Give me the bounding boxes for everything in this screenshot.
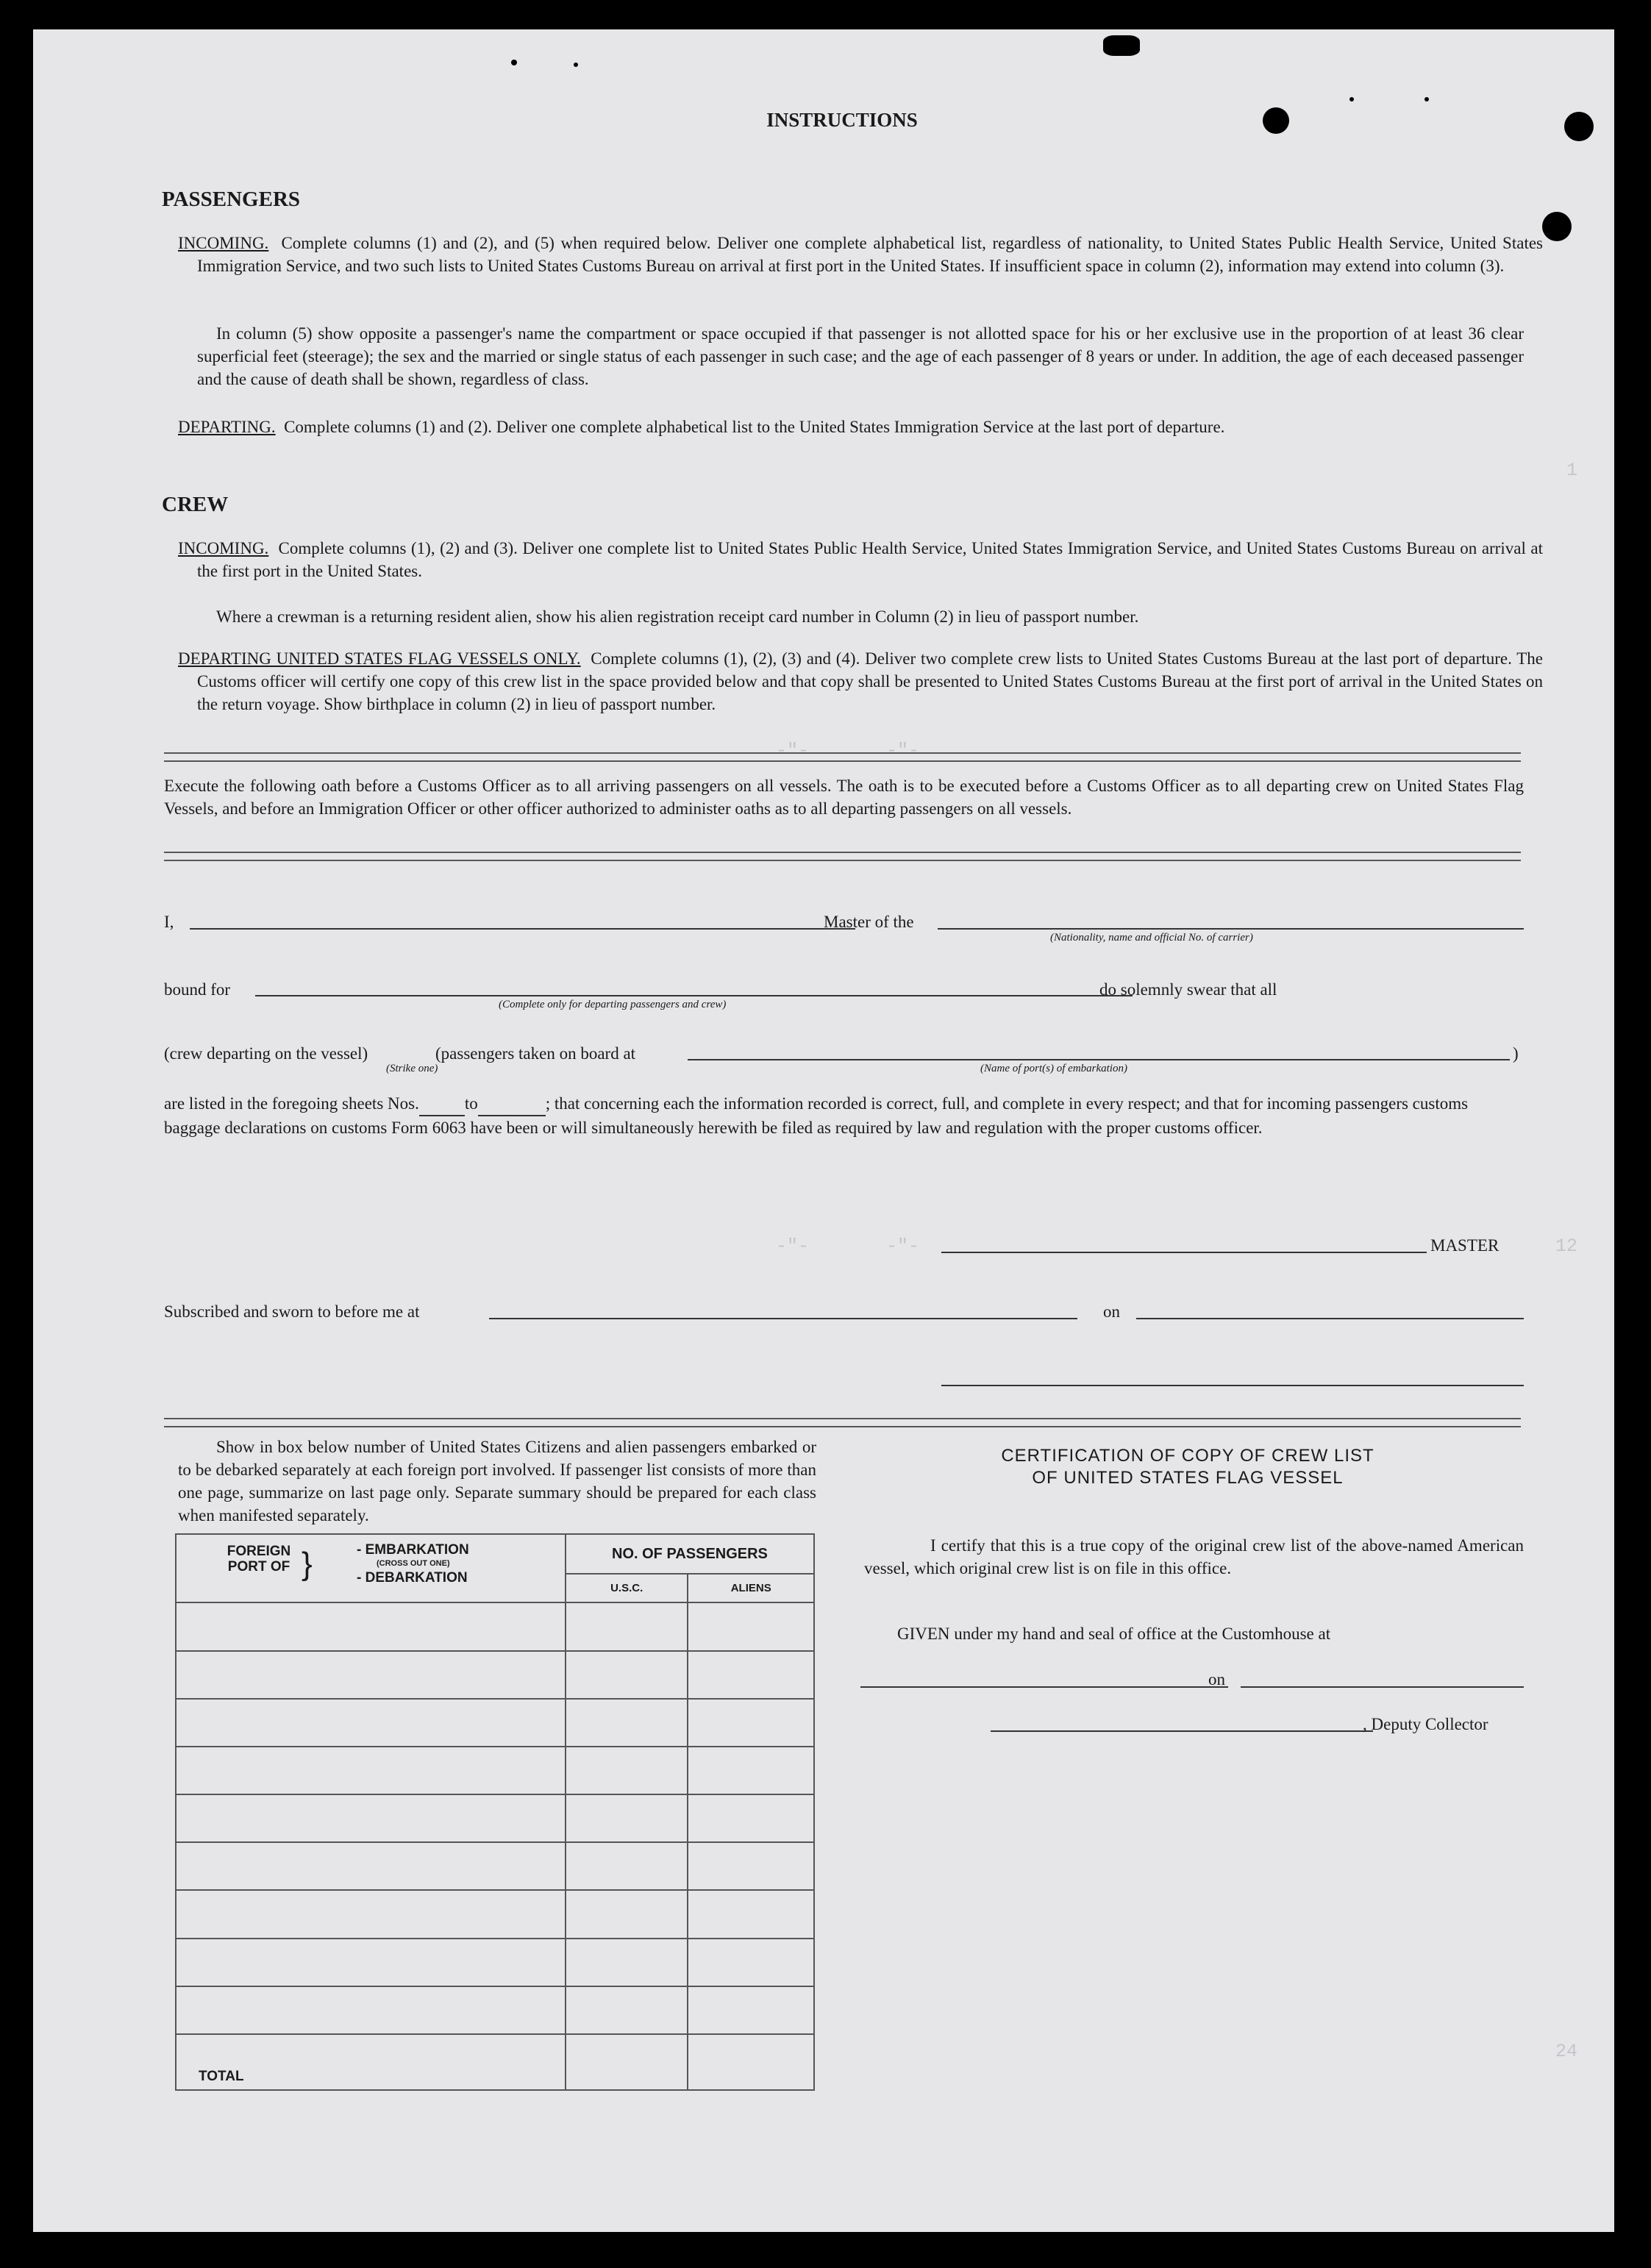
- port-hint: (Name of port(s) of embarkation): [980, 1063, 1127, 1074]
- document-page: [33, 29, 1614, 2232]
- subscribed-label: Subscribed and sworn to before me at: [164, 1302, 420, 1321]
- passengers-column5-paragraph: In column (5) show opposite a passenger's name the compartment or space occupied if that passenger is not allotted space for his or her exclusive use in the proportion of at least 36 clear superficial feet (steerage); the sex and the married or single status of each passenger in such case; and the age of each passenger of 8 years or under. In addition, the age of each deceased passenger and the cause of death shall be shown, regardless of class.: [197, 324, 1524, 388]
- aliens-cell[interactable]: [688, 1939, 814, 1986]
- usc-cell[interactable]: [566, 1890, 688, 1938]
- port-cell[interactable]: [176, 1651, 566, 1699]
- passengers-incoming-paragraph: [178, 232, 1543, 277]
- crew-incoming-label: INCOMING.: [178, 539, 269, 557]
- oath-instruction: Execute the following oath before a Customs Officer as to all arriving passengers on all vessels. The oath is to be executed before a Customs Officer as to all departing crew on United States Flag Vessels, and before an Immigration Officer or other officer authorized to administer oaths as to all departing passengers on all vessels.: [164, 777, 1524, 818]
- speck: [1424, 97, 1429, 101]
- sheet-from-field[interactable]: [419, 1092, 465, 1116]
- strike-one-hint: (Strike one): [386, 1063, 438, 1074]
- bound-for-label: bound for: [164, 980, 231, 999]
- passenger-summary-table: [175, 1533, 815, 2091]
- certification-given: GIVEN under my hand and seal of office at the Customhouse at: [897, 1625, 1331, 1643]
- listed-paragraph: [164, 1092, 1524, 1139]
- deputy-collector-signature-field[interactable]: [991, 1730, 1373, 1732]
- passengers-incoming-label: INCOMING.: [178, 234, 269, 252]
- port-cell[interactable]: [176, 1794, 566, 1842]
- speck: [574, 63, 578, 67]
- aliens-cell[interactable]: [688, 1794, 814, 1842]
- no-of-passengers-header: NO. OF PASSENGERS: [566, 1534, 814, 1574]
- ditto-mark: -"-: [886, 1235, 920, 1257]
- officer-signature-field[interactable]: [941, 1385, 1524, 1386]
- certification-title-line1: CERTIFICATION OF COPY OF CREW LIST: [1001, 1446, 1374, 1466]
- swear-text: do solemnly swear that all: [1099, 980, 1277, 999]
- aliens-cell[interactable]: [688, 1842, 814, 1890]
- embarkation-port-field[interactable]: [688, 1059, 1510, 1060]
- listed-prefix: are listed in the foregoing sheets Nos.: [164, 1094, 419, 1113]
- aliens-cell[interactable]: [688, 1699, 814, 1747]
- port-cell[interactable]: [176, 1699, 566, 1747]
- sworn-date-field[interactable]: [1136, 1318, 1524, 1319]
- usc-cell[interactable]: [566, 1747, 688, 1794]
- margin-number: 24: [1555, 2041, 1578, 2062]
- bound-for-field[interactable]: [255, 995, 1133, 996]
- deputy-collector-label: , Deputy Collector: [1363, 1715, 1488, 1733]
- port-header-cell: [176, 1534, 566, 1602]
- page-title: INSTRUCTIONS: [766, 109, 918, 131]
- usc-header: U.S.C.: [566, 1574, 688, 1602]
- port-cell[interactable]: [176, 1939, 566, 1986]
- aliens-cell[interactable]: [688, 1747, 814, 1794]
- aliens-cell[interactable]: [688, 1651, 814, 1699]
- debarkation-label: - DEBARKATION: [357, 1570, 468, 1586]
- brace: }: [302, 1546, 313, 1582]
- master-name-field[interactable]: [190, 928, 855, 930]
- embarkation-label: - EMBARKATION: [357, 1542, 469, 1558]
- passengers-departing-label: DEPARTING.: [178, 418, 276, 436]
- ditto-mark: -"-: [776, 1235, 810, 1257]
- total-label: TOTAL: [176, 2034, 566, 2090]
- double-rule: [164, 752, 1521, 762]
- certification-on-label: on: [1208, 1670, 1225, 1688]
- bound-for-hint: (Complete only for departing passengers and crew): [499, 999, 727, 1010]
- master-label: MASTER: [1430, 1236, 1500, 1255]
- crew-departing-text: Complete columns (1), (2), (3) and (4). Deliver two complete crew lists to United States Customs Bureau at the last port of departure. The Customs officer will certify one copy of this crew list in the space provided below and that copy shall be presented to United States Customs Bureau at the first port of arrival in the United States on the return voyage. Show birthplace in column (2) in lieu of passport number.: [197, 649, 1544, 713]
- speck: [511, 60, 517, 65]
- usc-cell[interactable]: [566, 1602, 688, 1650]
- usc-cell[interactable]: [566, 1939, 688, 1986]
- double-rule: [164, 852, 1521, 861]
- port-cell[interactable]: [176, 1602, 566, 1650]
- carrier-field[interactable]: [938, 928, 1524, 930]
- usc-total-cell[interactable]: [566, 2034, 688, 2090]
- passengers-departing-paragraph: [178, 416, 1543, 438]
- crew-crewman-paragraph: Where a crewman is a returning resident alien, show his alien registration receipt card number in Column (2) in lieu of passport number.: [216, 607, 1139, 626]
- crew-incoming-text: Complete columns (1), (2) and (3). Deliver one complete list to United States Public Health Service, United States Immigration Service, and United States Customs Bureau on arrival at the first port in the United States.: [197, 539, 1544, 580]
- port-cell[interactable]: [176, 1986, 566, 2034]
- passengers-departing-text: Complete columns (1) and (2). Deliver one complete alphabetical list to the United States Immigration Service at the last port of departure.: [284, 418, 1225, 436]
- ditto-mark: -"-: [886, 740, 920, 761]
- ditto-mark: -"-: [776, 740, 810, 761]
- margin-number: 12: [1555, 1235, 1578, 1257]
- aliens-header: ALIENS: [688, 1574, 814, 1602]
- cross-out-hint: (CROSS OUT ONE): [377, 1559, 450, 1568]
- certification-text: I certify that this is a true copy of the original crew list of the above-named American vessel, which original crew list is on file in this office.: [864, 1536, 1524, 1577]
- sheet-to-field[interactable]: [478, 1092, 546, 1116]
- passengers-taken-option: (passengers taken on board at: [435, 1044, 636, 1063]
- crew-incoming-paragraph: [178, 537, 1543, 582]
- close-paren: ): [1513, 1044, 1519, 1063]
- master-of-the-label: Master of the: [824, 913, 914, 931]
- torn-edge-mark: [1103, 35, 1140, 56]
- double-rule: [164, 1418, 1521, 1427]
- listed-suffix: ; that concerning each the information recorded is correct, full, and complete in every respect; and that for incoming passengers customs baggage declarations on customs Form 6063 have been or will simultaneously herewith be filed as required by law and regulation with the proper customs officer.: [164, 1094, 1469, 1137]
- port-cell[interactable]: [176, 1747, 566, 1794]
- master-signature-field[interactable]: [941, 1252, 1427, 1253]
- certification-title: [857, 1445, 1519, 1489]
- section-title-crew: CREW: [162, 493, 229, 516]
- margin-number: 1: [1566, 460, 1578, 481]
- passengers-incoming-text: Complete columns (1) and (2), and (5) when required below. Deliver one complete alphabetical list, regardless of nationality, to United States Public Health Service, United States Immigration Service, and two such lists to United States Customs Bureau on arrival at first port in the United States. If insufficient space in column (2), information may extend into column (3).: [197, 234, 1543, 275]
- usc-cell[interactable]: [566, 1986, 688, 2034]
- speck: [1349, 97, 1354, 101]
- crew-departing-paragraph: [178, 647, 1543, 716]
- certification-date-field[interactable]: [1241, 1686, 1524, 1688]
- foreign-port-label: FOREIGN PORT OF: [227, 1544, 291, 1575]
- crew-departing-label: DEPARTING UNITED STATES FLAG VESSELS ONLY.: [178, 649, 581, 668]
- aliens-cell[interactable]: [688, 1602, 814, 1650]
- customhouse-field[interactable]: [860, 1686, 1228, 1688]
- punch-hole: [1564, 112, 1594, 141]
- usc-cell[interactable]: [566, 1842, 688, 1890]
- sworn-on-label: on: [1103, 1302, 1120, 1321]
- summary-instruction: Show in box below number of United States Citizens and alien passengers embarked or to be debarked separately at each foreign port involved. If passenger list consists of more than one page, summarize on last page only. Separate summary should be prepared for each class when manifested separately.: [178, 1438, 816, 1525]
- port-cell[interactable]: [176, 1842, 566, 1890]
- oath-i-label: I,: [164, 913, 174, 931]
- aliens-cell[interactable]: [688, 1890, 814, 1938]
- usc-cell[interactable]: [566, 1651, 688, 1699]
- aliens-cell[interactable]: [688, 1986, 814, 2034]
- carrier-hint: (Nationality, name and official No. of carrier): [1050, 932, 1253, 944]
- aliens-total-cell[interactable]: [688, 2034, 814, 2090]
- section-title-passengers: PASSENGERS: [162, 188, 301, 211]
- punch-hole: [1263, 107, 1289, 134]
- sworn-place-field[interactable]: [489, 1318, 1077, 1319]
- certification-title-line2: OF UNITED STATES FLAG VESSEL: [1032, 1468, 1344, 1488]
- punch-hole: [1542, 212, 1572, 241]
- port-cell[interactable]: [176, 1890, 566, 1938]
- usc-cell[interactable]: [566, 1794, 688, 1842]
- crew-departing-option: (crew departing on the vessel): [164, 1044, 368, 1063]
- to-label: to: [464, 1094, 478, 1113]
- usc-cell[interactable]: [566, 1699, 688, 1747]
